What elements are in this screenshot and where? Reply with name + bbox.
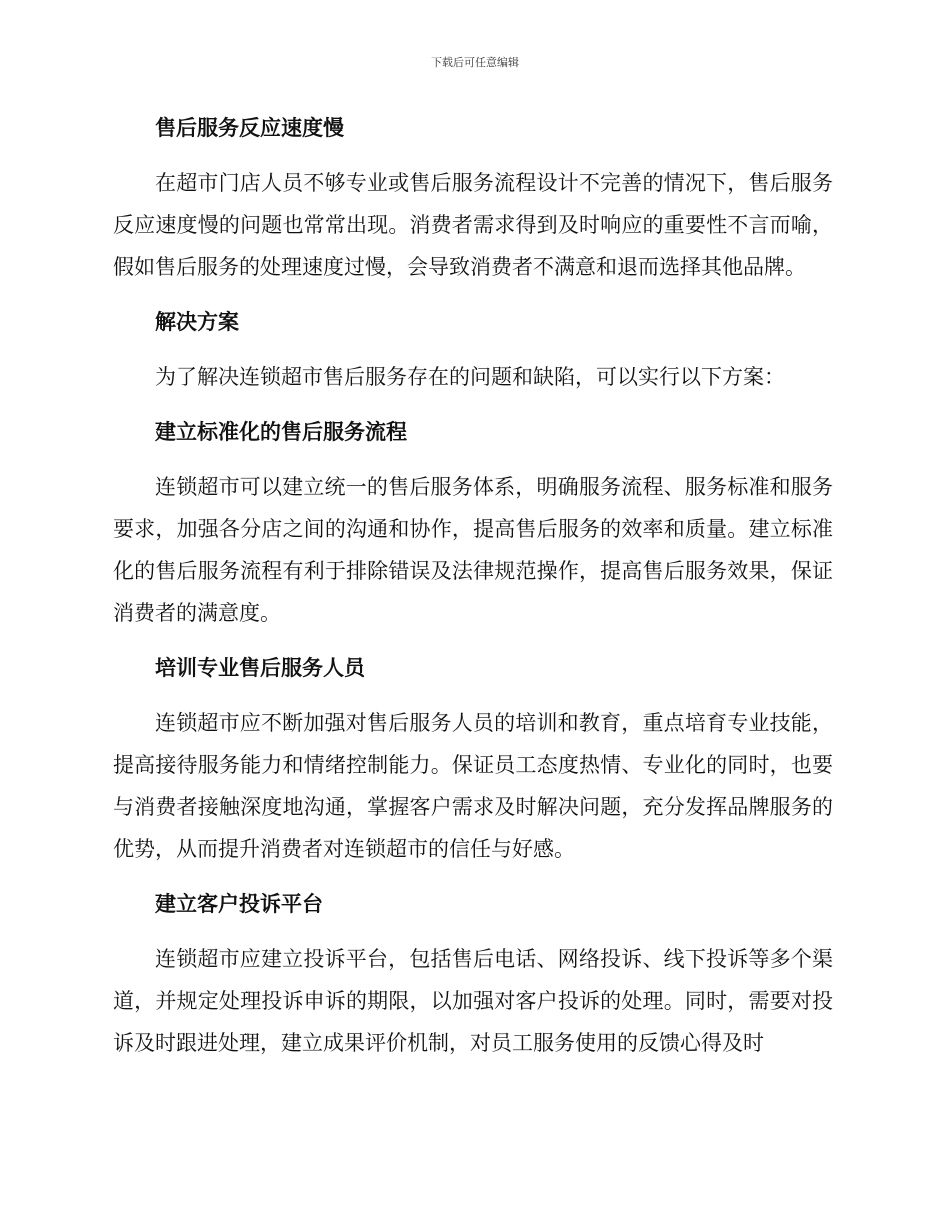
paragraph-slow-response: 在超市门店人员不够专业或售后服务流程设计不完善的情况下，售后服务反应速度慢的问题也常常出现。消费者需求得到及时响应的重要性不言而喻，假如售后服务的处理速度过慢，会导致消费者不满意和退而选择其他品牌。 [113,171,833,279]
section-heading-slow-response: 售后服务反应速度慢 [155,115,344,140]
section-heading-complaint-platform: 建立客户投诉平台 [155,891,323,916]
page-header: 下载后可任意编辑 [431,56,519,69]
paragraph-standard-process: 连锁超市可以建立统一的售后服务体系，明确服务流程、服务标准和服务要求，加强各分店之间的沟通和协作，提高售后服务的效率和质量。建立标准化的售后服务流程有利于排除错误及法律规范操作，提高售后服务效果，保证消费者的满意度。 [113,475,833,625]
document-body [113,108,833,1078]
paragraph-solutions-intro: 为了解决连锁超市售后服务存在的问题和缺陷，可以实行以下方案： [155,365,785,389]
section-heading-staff-training: 培训专业售后服务人员 [155,655,365,680]
paragraph-complaint-platform: 连锁超市应建立投诉平台，包括售后电话、网络投诉、线下投诉等多个渠道，并规定处理投诉申诉的期限，以加强对客户投诉的处理。同时，需要对投诉及时跟进处理，建立成果评价机制，对员工服务使用的反馈心得及时 [113,947,833,1055]
section-heading-standard-process: 建立标准化的售后服务流程 [155,419,407,444]
section-heading-solutions: 解决方案 [155,309,239,334]
paragraph-staff-training: 连锁超市应不断加强对售后服务人员的培训和教育，重点培育专业技能，提高接待服务能力和情绪控制能力。保证员工态度热情、专业化的同时，也要与消费者接触深度地沟通，掌握客户需求及时解决问题，充分发挥品牌服务的优势，从而提升消费者对连锁超市的信任与好感。 [113,711,833,861]
